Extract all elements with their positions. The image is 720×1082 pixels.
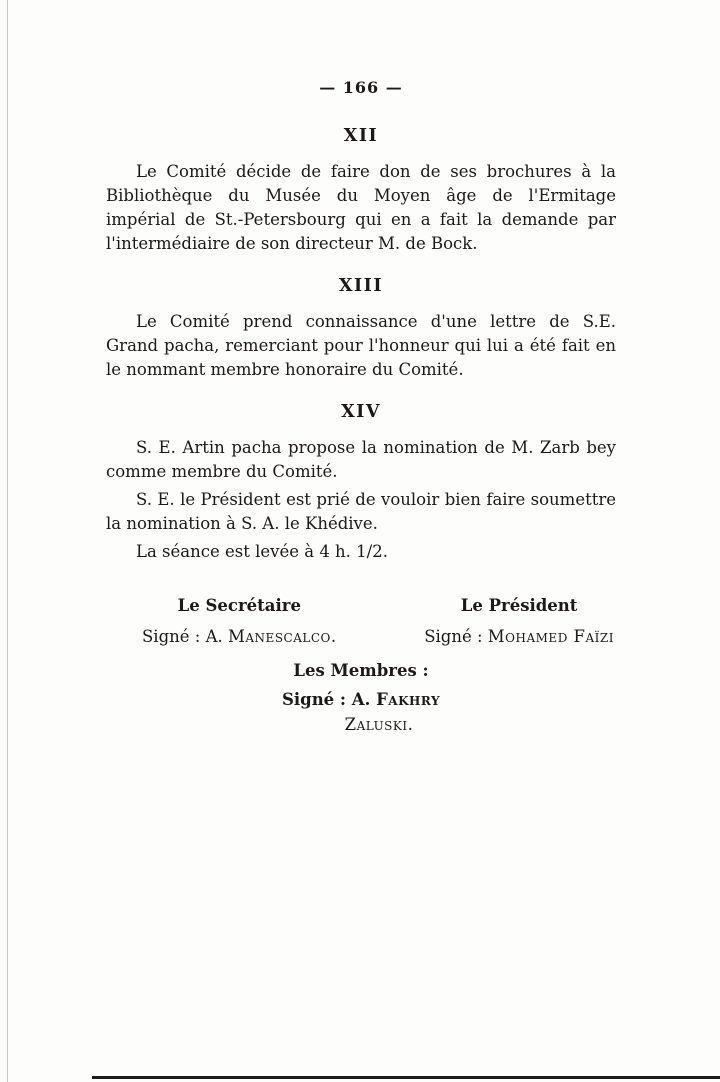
president-name: Mohamed Faïzi — [487, 627, 614, 646]
president-signed-line — [424, 625, 614, 649]
scan-artifact-bottom-line — [92, 1076, 720, 1079]
section-heading: XIV — [341, 402, 381, 422]
president-signature — [424, 594, 614, 649]
members-signature — [106, 659, 616, 737]
signed-prefix: Signé : — [424, 627, 483, 646]
secretary-signed-line — [142, 625, 337, 649]
section-xiv — [106, 400, 616, 564]
members-second-name: Zaluski. — [344, 715, 414, 734]
closing-line: La séance est levée à 4 h. 1/2. — [136, 542, 388, 561]
paragraph: S. E. le Président est prié de vouloir bien faire soumettre la nomination à S. A. le Khédive. — [106, 490, 616, 533]
section-xii — [106, 124, 616, 256]
members-name: Fakhry — [376, 690, 441, 709]
members-title: Les Membres : — [293, 661, 429, 680]
section-xiii — [106, 274, 616, 382]
signature-row — [106, 594, 616, 649]
secretary-title: Le Secrétaire — [177, 596, 301, 615]
scan-artifact-left-line — [7, 0, 8, 1082]
secretary-name: Manescalco. — [228, 627, 337, 646]
page-number: — 166 — — [319, 78, 403, 97]
members-signed-line — [106, 688, 616, 712]
signed-prefix: Signé : A. — [281, 690, 371, 709]
paragraph: Le Comité prend connaissance d'une lettre de S.E. Grand pacha, remerciant pour l'honneur qui lui a été fait en le nommant membre honoraire du Comité. — [106, 312, 616, 379]
president-title: Le Président — [460, 596, 578, 615]
paragraph: Le Comité décide de faire don de ses brochures à la Bibliothèque du Musée du Moyen âge de l'Ermitage impérial de St.-Petersbourg qui en a fait la demande par l'intermédiaire de son directeur M. de Bock. — [106, 162, 616, 253]
signed-prefix: Signé : A. — [142, 627, 223, 646]
section-heading: XIII — [338, 276, 384, 296]
secretary-signature — [142, 594, 337, 649]
paragraph: S. E. Artin pacha propose la nomination de M. Zarb bey comme membre du Comité. — [106, 438, 616, 481]
section-heading: XII — [343, 126, 379, 146]
